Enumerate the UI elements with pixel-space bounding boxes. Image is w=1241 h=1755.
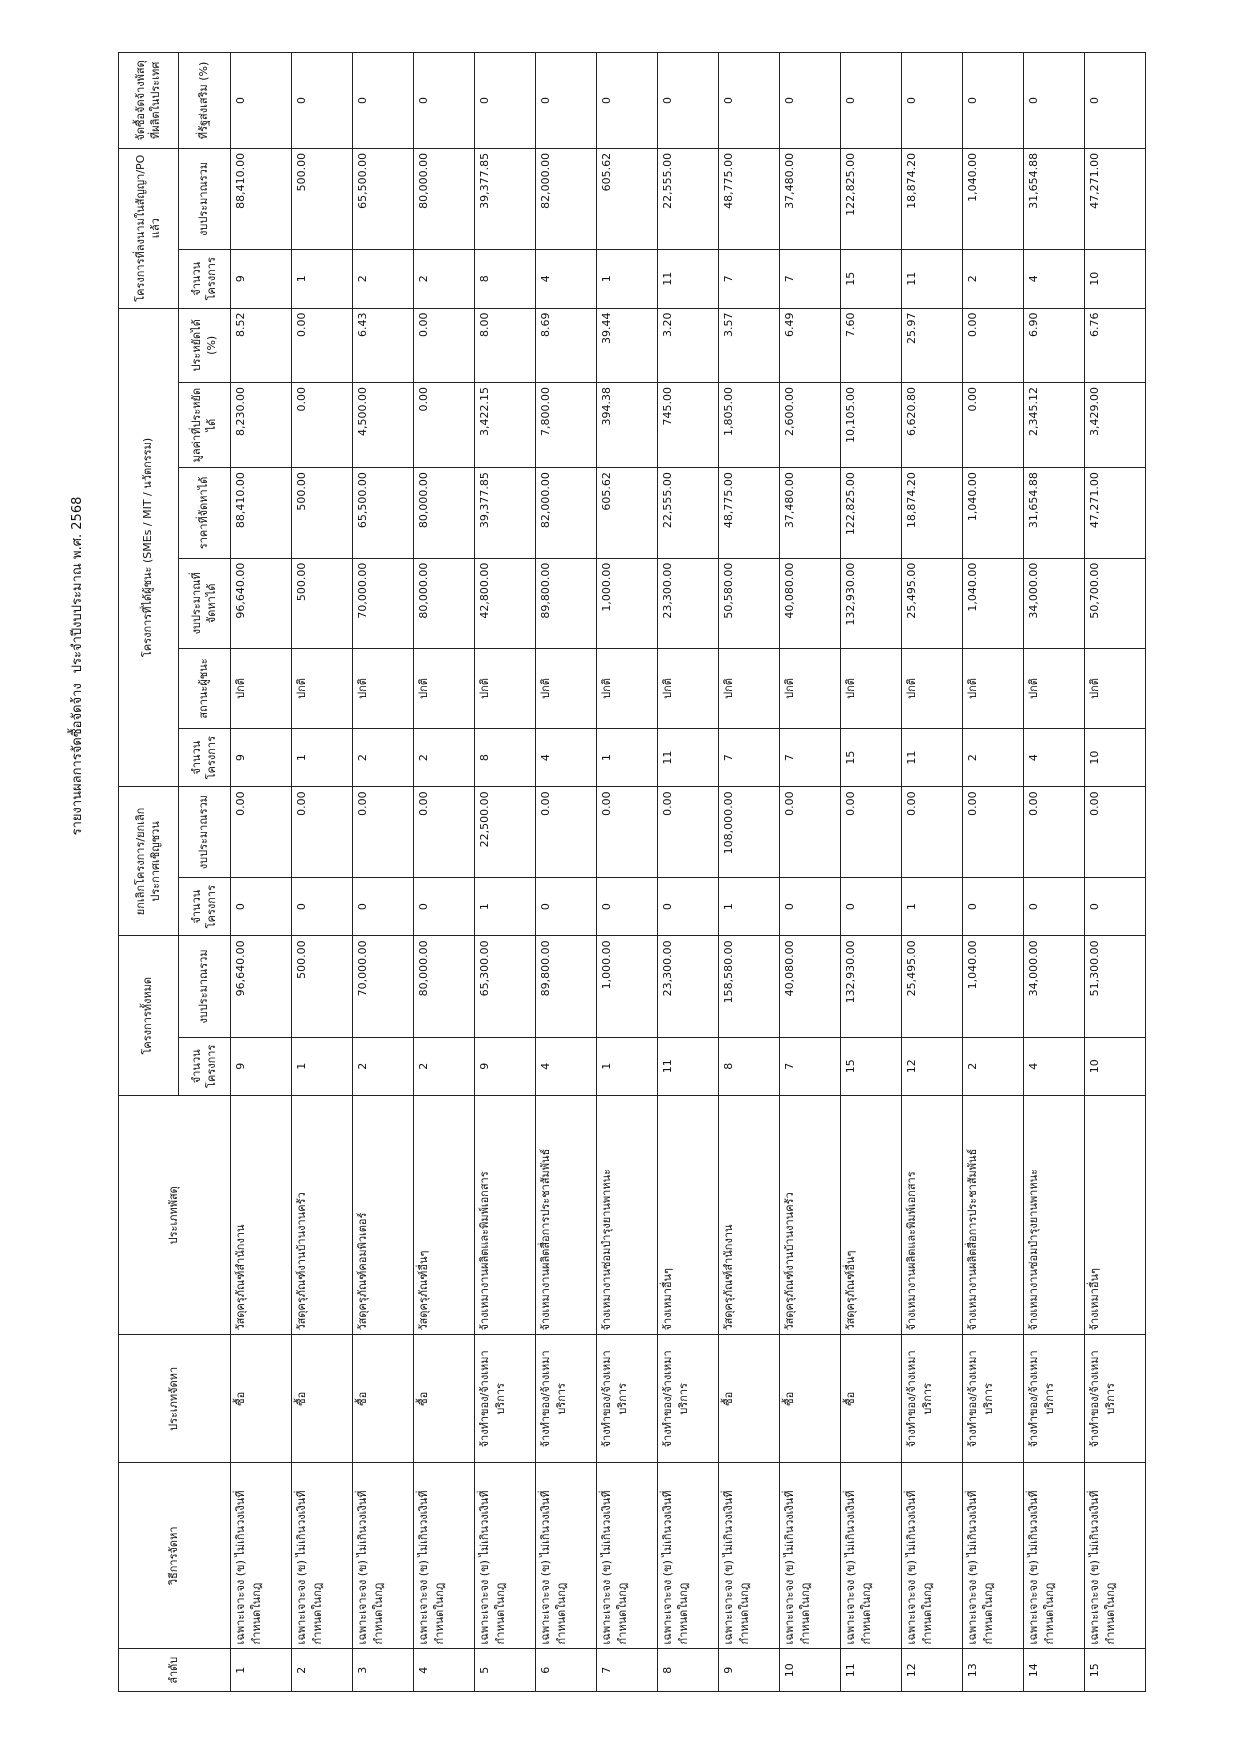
row-alloc-budget: 23,300.00: [658, 558, 719, 648]
row-method: เฉพาะเจาะจง (ข) ไม่เกินวงเงินที่กำหนดในกฎ: [536, 1463, 597, 1649]
row-cancel-budget: 0.00: [353, 787, 414, 877]
row-po-count: 4: [1024, 250, 1085, 309]
row-cancel-count: 0: [780, 877, 841, 936]
row-win-count: 2: [414, 728, 475, 787]
row-category: วัสดุครุภัณฑ์คอมพิวเตอร์: [353, 1096, 414, 1335]
row-no: 4: [414, 1649, 475, 1692]
row-total-count: 10: [1085, 1037, 1146, 1096]
row-total-budget: 65,300.00: [475, 936, 536, 1037]
row-price: 82,000.00: [536, 468, 597, 558]
table-row: [536, 53, 597, 1692]
row-domestic-pct: 0: [902, 53, 963, 149]
row-proc-type: ซื้อ: [780, 1335, 841, 1463]
header-cancelled: ยกเลิกโครงการ/ยกเลิกประกาศเชิญชวน: [119, 787, 179, 936]
row-proc-type: ซื้อ: [414, 1335, 475, 1463]
row-po-count: 1: [292, 250, 353, 309]
row-total-budget: 40,080.00: [780, 936, 841, 1037]
row-total-budget: 1,000.00: [597, 936, 658, 1037]
row-total-budget: 1,040.00: [963, 936, 1024, 1037]
row-price: 88,410.00: [231, 468, 292, 558]
row-saved-value: 0.00: [963, 383, 1024, 468]
row-cancel-budget: 22,500.00: [475, 787, 536, 877]
row-proc-type: จ้างทำของ/จ้างเหมาบริการ: [475, 1335, 536, 1463]
row-cancel-budget: 0.00: [414, 787, 475, 877]
row-price: 18,874.20: [902, 468, 963, 558]
row-alloc-budget: 25,495.00: [902, 558, 963, 648]
row-win-count: 2: [353, 728, 414, 787]
row-win-count: 10: [1085, 728, 1146, 787]
row-win-count: 1: [292, 728, 353, 787]
row-status: ปกติ: [231, 649, 292, 729]
row-po-budget: 31,654.88: [1024, 148, 1085, 249]
row-cancel-count: 0: [1024, 877, 1085, 936]
row-saved-value: 0.00: [414, 383, 475, 468]
row-proc-type: ซื้อ: [841, 1335, 902, 1463]
row-alloc-budget: 89,800.00: [536, 558, 597, 648]
row-total-count: 1: [292, 1037, 353, 1096]
row-alloc-budget: 500.00: [292, 558, 353, 648]
table-row: [780, 53, 841, 1692]
row-cancel-budget: 0.00: [902, 787, 963, 877]
row-saved-pct: 3.57: [719, 308, 780, 383]
row-category: วัสดุครุภัณฑ์งานบ้านงานครัว: [780, 1096, 841, 1335]
row-method: เฉพาะเจาะจง (ข) ไม่เกินวงเงินที่กำหนดในกฎ: [902, 1463, 963, 1649]
header-sme-awarded: โครงการที่ได้ผู้ชนะ (SMEs / MIT / นวัตกรรม): [119, 308, 179, 787]
row-po-budget: 605.62: [597, 148, 658, 249]
row-proc-type: จ้างทำของ/จ้างเหมาบริการ: [963, 1335, 1024, 1463]
row-no: 11: [841, 1649, 902, 1692]
row-win-count: 4: [1024, 728, 1085, 787]
row-total-budget: 23,300.00: [658, 936, 719, 1037]
row-status: ปกติ: [536, 649, 597, 729]
row-po-count: 2: [353, 250, 414, 309]
row-win-count: 1: [597, 728, 658, 787]
row-alloc-budget: 40,080.00: [780, 558, 841, 648]
row-alloc-budget: 34,000.00: [1024, 558, 1085, 648]
row-domestic-pct: 0: [597, 53, 658, 149]
table-row: [292, 53, 353, 1692]
subheader-budget: งบประมาณรวม: [179, 936, 231, 1037]
subheader-price: ราคาที่จัดหาได้: [179, 468, 231, 558]
row-cancel-budget: 0.00: [292, 787, 353, 877]
table-row: [1024, 53, 1085, 1692]
row-domestic-pct: 0: [780, 53, 841, 149]
row-win-count: 2: [963, 728, 1024, 787]
subheader-budget: งบประมาณรวม: [179, 787, 231, 877]
row-price: 48,775.00: [719, 468, 780, 558]
header-proc-type: ประเภทจัดหา: [119, 1335, 231, 1463]
subheader-count: จำนวนโครงการ: [179, 250, 231, 309]
row-total-count: 9: [475, 1037, 536, 1096]
row-total-count: 9: [231, 1037, 292, 1096]
row-method: เฉพาะเจาะจง (ข) ไม่เกินวงเงินที่กำหนดในกฎ: [475, 1463, 536, 1649]
table-row: [963, 53, 1024, 1692]
row-cancel-count: 0: [292, 877, 353, 936]
row-price: 500.00: [292, 468, 353, 558]
row-cancel-budget: 0.00: [841, 787, 902, 877]
header-signed: โครงการที่ลงนามในสัญญา/PO แล้ว: [119, 148, 179, 308]
row-total-budget: 34,000.00: [1024, 936, 1085, 1037]
row-saved-value: 745.00: [658, 383, 719, 468]
row-method: เฉพาะเจาะจง (ข) ไม่เกินวงเงินที่กำหนดในกฎ: [963, 1463, 1024, 1649]
row-price: 22,555.00: [658, 468, 719, 558]
row-proc-type: จ้างทำของ/จ้างเหมาบริการ: [536, 1335, 597, 1463]
table-row: [597, 53, 658, 1692]
row-no: 6: [536, 1649, 597, 1692]
row-saved-value: 6,620.80: [902, 383, 963, 468]
row-proc-type: ซื้อ: [719, 1335, 780, 1463]
row-win-count: 7: [719, 728, 780, 787]
row-total-budget: 158,580.00: [719, 936, 780, 1037]
header-all-projects: โครงการทั้งหมด: [119, 936, 179, 1096]
row-method: เฉพาะเจาะจง (ข) ไม่เกินวงเงินที่กำหนดในกฎ: [231, 1463, 292, 1649]
row-proc-type: จ้างทำของ/จ้างเหมาบริการ: [902, 1335, 963, 1463]
row-saved-pct: 0.00: [414, 308, 475, 383]
subheader-saved-pct: ประหยัดได้ (%): [179, 308, 231, 383]
row-win-count: 11: [658, 728, 719, 787]
row-total-budget: 25,495.00: [902, 936, 963, 1037]
row-method: เฉพาะเจาะจง (ข) ไม่เกินวงเงินที่กำหนดในกฎ: [292, 1463, 353, 1649]
row-saved-pct: 6.49: [780, 308, 841, 383]
row-no: 5: [475, 1649, 536, 1692]
row-domestic-pct: 0: [963, 53, 1024, 149]
row-no: 1: [231, 1649, 292, 1692]
row-status: ปกติ: [353, 649, 414, 729]
row-status: ปกติ: [414, 649, 475, 729]
row-total-count: 2: [353, 1037, 414, 1096]
row-saved-pct: 8.69: [536, 308, 597, 383]
table-row: [658, 53, 719, 1692]
row-status: ปกติ: [658, 649, 719, 729]
row-win-count: 7: [780, 728, 841, 787]
row-status: ปกติ: [719, 649, 780, 729]
row-win-count: 15: [841, 728, 902, 787]
subheader-count: จำนวนโครงการ: [179, 877, 231, 936]
subheader-allocated: งบประมาณที่จัดหาได้: [179, 558, 231, 648]
row-category: จ้างเหมาอื่นๆ: [658, 1096, 719, 1335]
row-total-count: 4: [1024, 1037, 1085, 1096]
row-no: 3: [353, 1649, 414, 1692]
row-total-budget: 500.00: [292, 936, 353, 1037]
row-alloc-budget: 42,800.00: [475, 558, 536, 648]
row-category: วัสดุครุภัณฑ์อื่นๆ: [841, 1096, 902, 1335]
row-category: จ้างเหมางานผลิตและพิมพ์เอกสาร: [475, 1096, 536, 1335]
row-method: เฉพาะเจาะจง (ข) ไม่เกินวงเงินที่กำหนดในกฎ: [1024, 1463, 1085, 1649]
row-po-count: 2: [963, 250, 1024, 309]
row-total-count: 12: [902, 1037, 963, 1096]
row-po-count: 8: [475, 250, 536, 309]
row-cancel-budget: 0.00: [780, 787, 841, 877]
row-cancel-count: 0: [1085, 877, 1146, 936]
row-po-budget: 65,500.00: [353, 148, 414, 249]
row-total-budget: 89,800.00: [536, 936, 597, 1037]
header-no: ลำดับ: [119, 1649, 231, 1692]
row-total-count: 1: [597, 1037, 658, 1096]
subheader-status: สถานะผู้ชนะ: [179, 649, 231, 729]
row-po-count: 11: [658, 250, 719, 309]
row-saved-pct: 7.60: [841, 308, 902, 383]
row-method: เฉพาะเจาะจง (ข) ไม่เกินวงเงินที่กำหนดในกฎ: [1085, 1463, 1146, 1649]
row-total-count: 7: [780, 1037, 841, 1096]
row-status: ปกติ: [1085, 649, 1146, 729]
row-no: 8: [658, 1649, 719, 1692]
row-cancel-budget: 0.00: [597, 787, 658, 877]
row-price: 65,500.00: [353, 468, 414, 558]
row-total-budget: 80,000.00: [414, 936, 475, 1037]
row-po-count: 10: [1085, 250, 1146, 309]
row-po-budget: 82,000.00: [536, 148, 597, 249]
row-cancel-count: 0: [231, 877, 292, 936]
row-proc-type: ซื้อ: [292, 1335, 353, 1463]
subheader-budget: งบประมาณรวม: [179, 148, 231, 249]
row-po-count: 1: [597, 250, 658, 309]
row-cancel-count: 1: [475, 877, 536, 936]
table-row: [414, 53, 475, 1692]
row-no: 7: [597, 1649, 658, 1692]
row-no: 14: [1024, 1649, 1085, 1692]
row-method: เฉพาะเจาะจง (ข) ไม่เกินวงเงินที่กำหนดในกฎ: [658, 1463, 719, 1649]
row-alloc-budget: 96,640.00: [231, 558, 292, 648]
title-main: รายงานผลการจัดซื้อจัดจ้าง: [70, 683, 85, 836]
row-no: 15: [1085, 1649, 1146, 1692]
row-po-count: 7: [719, 250, 780, 309]
row-saved-pct: 8.00: [475, 308, 536, 383]
row-total-count: 11: [658, 1037, 719, 1096]
table-row: [902, 53, 963, 1692]
row-alloc-budget: 50,700.00: [1085, 558, 1146, 648]
row-method: เฉพาะเจาะจง (ข) ไม่เกินวงเงินที่กำหนดในกฎ: [414, 1463, 475, 1649]
row-category: จ้างเหมางานผลิตและพิมพ์เอกสาร: [902, 1096, 963, 1335]
row-cancel-count: 0: [963, 877, 1024, 936]
page-title: [64, 456, 92, 876]
subheader-domestic-pct: ที่รัฐส่งเสริม (%): [179, 53, 231, 149]
row-domestic-pct: 0: [231, 53, 292, 149]
row-status: ปกติ: [841, 649, 902, 729]
row-po-budget: 18,874.20: [902, 148, 963, 249]
row-saved-value: 2,600.00: [780, 383, 841, 468]
row-saved-value: 1,805.00: [719, 383, 780, 468]
row-saved-value: 7,800.00: [536, 383, 597, 468]
row-total-count: 2: [414, 1037, 475, 1096]
table-body: [231, 53, 1146, 1692]
row-domestic-pct: 0: [414, 53, 475, 149]
row-domestic-pct: 0: [719, 53, 780, 149]
row-method: เฉพาะเจาะจง (ข) ไม่เกินวงเงินที่กำหนดในกฎ: [597, 1463, 658, 1649]
row-alloc-budget: 50,580.00: [719, 558, 780, 648]
row-price: 80,000.00: [414, 468, 475, 558]
row-po-budget: 47,271.00: [1085, 148, 1146, 249]
table-row: [719, 53, 780, 1692]
row-price: 122,825.00: [841, 468, 902, 558]
row-po-budget: 88,410.00: [231, 148, 292, 249]
row-po-budget: 39,377.85: [475, 148, 536, 249]
row-po-count: 15: [841, 250, 902, 309]
row-no: 13: [963, 1649, 1024, 1692]
row-cancel-count: 0: [414, 877, 475, 936]
row-total-budget: 96,640.00: [231, 936, 292, 1037]
row-total-count: 4: [536, 1037, 597, 1096]
row-po-budget: 48,775.00: [719, 148, 780, 249]
row-price: 605.62: [597, 468, 658, 558]
row-proc-type: จ้างทำของ/จ้างเหมาบริการ: [1024, 1335, 1085, 1463]
row-total-count: 8: [719, 1037, 780, 1096]
row-cancel-count: 0: [597, 877, 658, 936]
row-proc-type: จ้างทำของ/จ้างเหมาบริการ: [597, 1335, 658, 1463]
title-sub: ประจำปีงบประมาณ พ.ศ. 2568: [70, 496, 85, 674]
row-win-count: 4: [536, 728, 597, 787]
row-po-count: 2: [414, 250, 475, 309]
row-cancel-budget: 0.00: [1024, 787, 1085, 877]
row-alloc-budget: 132,930.00: [841, 558, 902, 648]
row-saved-pct: 0.00: [963, 308, 1024, 383]
row-no: 2: [292, 1649, 353, 1692]
row-category: วัสดุครุภัณฑ์สำนักงาน: [231, 1096, 292, 1335]
row-po-budget: 122,825.00: [841, 148, 902, 249]
row-saved-pct: 6.90: [1024, 308, 1085, 383]
row-domestic-pct: 0: [353, 53, 414, 149]
row-price: 31,654.88: [1024, 468, 1085, 558]
row-total-budget: 70,000.00: [353, 936, 414, 1037]
row-status: ปกติ: [475, 649, 536, 729]
row-saved-pct: 6.43: [353, 308, 414, 383]
row-domestic-pct: 0: [475, 53, 536, 149]
row-category: จ้างเหมางานผลิตสื่อการประชาสัมพันธ์: [536, 1096, 597, 1335]
row-domestic-pct: 0: [1024, 53, 1085, 149]
row-cancel-budget: 0.00: [231, 787, 292, 877]
row-status: ปกติ: [963, 649, 1024, 729]
row-method: เฉพาะเจาะจง (ข) ไม่เกินวงเงินที่กำหนดในกฎ: [841, 1463, 902, 1649]
row-method: เฉพาะเจาะจง (ข) ไม่เกินวงเงินที่กำหนดในกฎ: [719, 1463, 780, 1649]
row-domestic-pct: 0: [658, 53, 719, 149]
row-total-count: 2: [963, 1037, 1024, 1096]
row-domestic-pct: 0: [1085, 53, 1146, 149]
row-proc-type: ซื้อ: [353, 1335, 414, 1463]
row-po-count: 11: [902, 250, 963, 309]
row-status: ปกติ: [1024, 649, 1085, 729]
row-cancel-budget: 0.00: [658, 787, 719, 877]
row-po-budget: 1,040.00: [963, 148, 1024, 249]
row-po-budget: 500.00: [292, 148, 353, 249]
row-saved-pct: 0.00: [292, 308, 353, 383]
row-cancel-budget: 0.00: [536, 787, 597, 877]
row-alloc-budget: 1,040.00: [963, 558, 1024, 648]
procurement-report-table: [118, 52, 1146, 1692]
row-win-count: 8: [475, 728, 536, 787]
row-proc-type: ซื้อ: [231, 1335, 292, 1463]
row-saved-value: 8,230.00: [231, 383, 292, 468]
row-saved-value: 2,345.12: [1024, 383, 1085, 468]
row-alloc-budget: 80,000.00: [414, 558, 475, 648]
row-cancel-count: 1: [902, 877, 963, 936]
row-price: 39,377.85: [475, 468, 536, 558]
row-saved-value: 3,429.00: [1085, 383, 1146, 468]
row-category: จ้างเหมางานซ่อมบำรุงยานพาหนะ: [1024, 1096, 1085, 1335]
row-category: วัสดุครุภัณฑ์สำนักงาน: [719, 1096, 780, 1335]
row-cancel-budget: 0.00: [1085, 787, 1146, 877]
row-po-budget: 22,555.00: [658, 148, 719, 249]
subheader-saved-value: มูลค่าที่ประหยัดได้: [179, 383, 231, 468]
row-alloc-budget: 70,000.00: [353, 558, 414, 648]
row-price: 37,480.00: [780, 468, 841, 558]
row-win-count: 9: [231, 728, 292, 787]
row-cancel-count: 0: [536, 877, 597, 936]
row-po-count: 4: [536, 250, 597, 309]
row-po-count: 7: [780, 250, 841, 309]
report-table-wrapper: [118, 52, 1128, 1692]
header-method: วิธีการจัดหา: [119, 1463, 231, 1649]
header-category: ประเภทพัสดุ: [119, 1096, 231, 1335]
row-saved-pct: 3.20: [658, 308, 719, 383]
row-no: 10: [780, 1649, 841, 1692]
row-status: ปกติ: [780, 649, 841, 729]
row-category: จ้างเหมางานผลิตสื่อการประชาสัมพันธ์: [963, 1096, 1024, 1335]
subheader-count: จำนวนโครงการ: [179, 1037, 231, 1096]
row-saved-pct: 39.44: [597, 308, 658, 383]
row-cancel-budget: 108,000.00: [719, 787, 780, 877]
row-status: ปกติ: [902, 649, 963, 729]
row-cancel-count: 1: [719, 877, 780, 936]
row-no: 12: [902, 1649, 963, 1692]
row-method: เฉพาะเจาะจง (ข) ไม่เกินวงเงินที่กำหนดในกฎ: [353, 1463, 414, 1649]
row-saved-pct: 25.97: [902, 308, 963, 383]
row-category: วัสดุครุภัณฑ์งานบ้านงานครัว: [292, 1096, 353, 1335]
row-proc-type: จ้างทำของ/จ้างเหมาบริการ: [658, 1335, 719, 1463]
row-proc-type: จ้างทำของ/จ้างเหมาบริการ: [1085, 1335, 1146, 1463]
table-row: [1085, 53, 1146, 1692]
row-price: 47,271.00: [1085, 468, 1146, 558]
row-status: ปกติ: [292, 649, 353, 729]
row-saved-value: 4,500.00: [353, 383, 414, 468]
row-saved-pct: 6.76: [1085, 308, 1146, 383]
row-category: จ้างเหมาอื่นๆ: [1085, 1096, 1146, 1335]
row-po-count: 9: [231, 250, 292, 309]
row-saved-value: 394.38: [597, 383, 658, 468]
table-row: [841, 53, 902, 1692]
row-saved-value: 3,422.15: [475, 383, 536, 468]
row-category: วัสดุครุภัณฑ์อื่นๆ: [414, 1096, 475, 1335]
table-row: [231, 53, 292, 1692]
row-alloc-budget: 1,000.00: [597, 558, 658, 648]
row-domestic-pct: 0: [536, 53, 597, 149]
row-cancel-count: 0: [658, 877, 719, 936]
header-domestic: จัดซื้อจัดจ้างพัสดุที่ผลิตในประเทศ: [119, 53, 179, 149]
row-cancel-count: 0: [353, 877, 414, 936]
row-saved-pct: 8.52: [231, 308, 292, 383]
row-category: จ้างเหมางานซ่อมบำรุงยานพาหนะ: [597, 1096, 658, 1335]
row-status: ปกติ: [597, 649, 658, 729]
row-domestic-pct: 0: [841, 53, 902, 149]
row-total-budget: 132,930.00: [841, 936, 902, 1037]
row-cancel-budget: 0.00: [963, 787, 1024, 877]
row-po-budget: 80,000.00: [414, 148, 475, 249]
row-saved-value: 0.00: [292, 383, 353, 468]
row-price: 1,040.00: [963, 468, 1024, 558]
row-win-count: 11: [902, 728, 963, 787]
subheader-count: จำนวนโครงการ: [179, 728, 231, 787]
row-total-count: 15: [841, 1037, 902, 1096]
row-total-budget: 51,300.00: [1085, 936, 1146, 1037]
row-cancel-count: 0: [841, 877, 902, 936]
row-saved-value: 10,105.00: [841, 383, 902, 468]
table-row: [475, 53, 536, 1692]
row-no: 9: [719, 1649, 780, 1692]
table-row: [353, 53, 414, 1692]
row-domestic-pct: 0: [292, 53, 353, 149]
row-method: เฉพาะเจาะจง (ข) ไม่เกินวงเงินที่กำหนดในกฎ: [780, 1463, 841, 1649]
row-po-budget: 37,480.00: [780, 148, 841, 249]
